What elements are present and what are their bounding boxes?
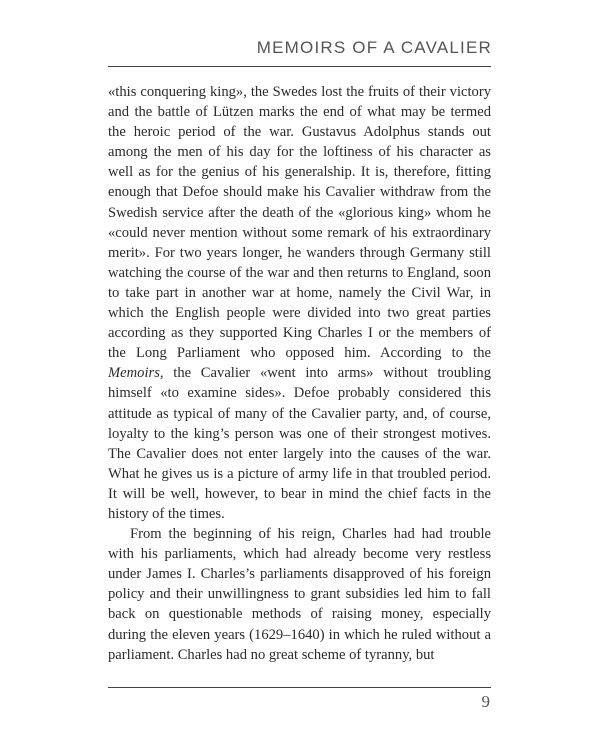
page-number: 9 [481,692,490,711]
header-rule [108,66,491,67]
paragraph-1-part-a: «this conquering king», the Swedes lost the fruits of their victory and the battle of Lützen marks the end of what may be termed the heroic period of the war. Gustavus Adolphus stands out among the men of his day for the loftiness of his character as well as for the genius of his generalship. It is, therefore, fitting enough that Defoe should make his Cavalier withdraw from the Swedish service after the death of the «glorious king» whom he «could never mention without some remark of his extraordinary merit». For two years longer, he wanders through Germany still watching the course of the war and then returns to England, soon to take part in another war at home, namely the Civil War, in which the English people were divided into two great parties according as they supported King Charles I or the members of the Long Parliament who opposed him. According to the [108,84,491,362]
paragraph-2: From the beginning of his reign, Charles had had trouble with his parliaments, which had already become very restless under James I. Charles’s parliaments disapproved of his foreign policy and their unwillingness to grant subsidies led him to fall back on questionable methods of raising money, especially during the eleven years (1629–1640) in which he ruled without a parliament. Charles had no great scheme of tyranny, but [108,526,491,663]
running-head: MEMOIRS OF A CAVALIER [256,38,492,57]
body-text [108,82,491,665]
footer-rule [108,687,491,688]
memoirs-title-italic: Memoirs [108,365,160,382]
paragraph-1 [108,82,491,524]
paragraph-1-part-b: , the Cavalier «went into arms» without troubling himself «to examine sides». Defoe probably considered this attitude as typical of many of the Cavalier party, and, of course, loyalty to the king’s person was one of their strongest motives. The Cavalier does not enter largely into the causes of the war. What he gives us is a picture of army life in that troubled period. It will be well, however, to bear in mind the chief facts in the history of the times. [108,365,491,522]
